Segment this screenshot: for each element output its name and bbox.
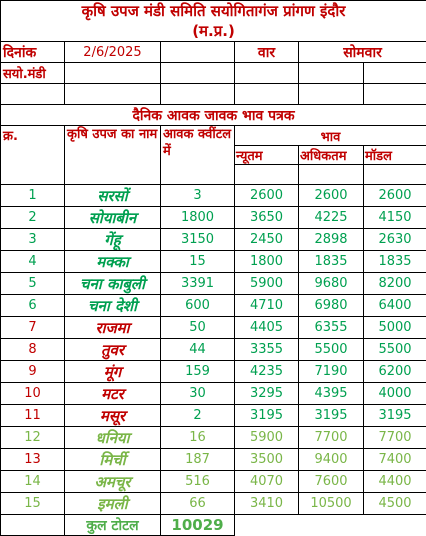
row-serial: 6: [1, 295, 65, 317]
row-serial: 12: [1, 427, 65, 449]
row-produce-name: इमली: [65, 493, 161, 515]
row-arrival: 44: [161, 339, 235, 361]
row-min-price: 1800: [235, 251, 299, 273]
table-row: [1, 471, 426, 493]
row-min-price: 4070: [235, 471, 299, 493]
row-produce-name: मिर्ची: [65, 449, 161, 471]
row-max-price: 4395: [299, 383, 364, 405]
total-value: 10029: [161, 515, 235, 536]
row-min-price: 3650: [235, 207, 299, 229]
row-arrival: 66: [161, 493, 235, 515]
table-row: [1, 229, 426, 251]
row-produce-name: राजमा: [65, 317, 161, 339]
table-row: [1, 383, 426, 405]
row-modal-price: 4000: [364, 383, 426, 405]
row-modal-price: 6400: [364, 295, 426, 317]
row-max-price: 10500: [299, 493, 364, 515]
table-row: [1, 405, 426, 427]
table-row: [1, 427, 426, 449]
date-label: दिनांक: [1, 42, 65, 63]
table-row: [1, 251, 426, 273]
table-row: [1, 493, 426, 515]
row-arrival: 16: [161, 427, 235, 449]
row-min-price: 4405: [235, 317, 299, 339]
table-row: [1, 317, 426, 339]
table-row: [1, 361, 426, 383]
row-arrival: 3: [161, 185, 235, 207]
row-arrival: 15: [161, 251, 235, 273]
day-value: सोमवार: [299, 42, 426, 63]
row-min-price: 5900: [235, 427, 299, 449]
row-modal-price: 6200: [364, 361, 426, 383]
row-max-price: 4225: [299, 207, 364, 229]
row-serial: 13: [1, 449, 65, 471]
table-row: [1, 273, 426, 295]
header-arrival: आवक क्वींटल में: [161, 126, 235, 185]
row-max-price: 7600: [299, 471, 364, 493]
date-value: 2/6/2025: [65, 42, 161, 63]
row-serial: 15: [1, 493, 65, 515]
row-min-price: 3355: [235, 339, 299, 361]
row-max-price: 3195: [299, 405, 364, 427]
header-modal: मॉडल: [364, 146, 426, 165]
row-arrival: 1800: [161, 207, 235, 229]
row-produce-name: चना काबुली: [65, 273, 161, 295]
table-row: [1, 449, 426, 471]
row-serial: 2: [1, 207, 65, 229]
table-row: [1, 295, 426, 317]
row-max-price: 6355: [299, 317, 364, 339]
row-serial: 5: [1, 273, 65, 295]
row-modal-price: 2630: [364, 229, 426, 251]
row-modal-price: 1835: [364, 251, 426, 273]
total-row: [1, 515, 426, 536]
total-label: कुल टोटल: [65, 515, 161, 536]
title-line-2: (म.प्र.): [3, 21, 424, 41]
row-modal-price: 5500: [364, 339, 426, 361]
row-produce-name: गेंहू: [65, 229, 161, 251]
row-arrival: 159: [161, 361, 235, 383]
row-produce-name: मसूर: [65, 405, 161, 427]
header-min: न्यूतम: [235, 146, 299, 165]
header-produce-name: कृषि उपज का नाम: [65, 126, 161, 185]
row-produce-name: धनिया: [65, 427, 161, 449]
row-max-price: 7700: [299, 427, 364, 449]
row-modal-price: 5000: [364, 317, 426, 339]
row-produce-name: सरसों: [65, 185, 161, 207]
row-max-price: 7190: [299, 361, 364, 383]
row-max-price: 2600: [299, 185, 364, 207]
row-serial: 11: [1, 405, 65, 427]
row-arrival: 30: [161, 383, 235, 405]
mandi-label: सयो.मंडी: [1, 63, 65, 84]
row-arrival: 50: [161, 317, 235, 339]
row-produce-name: सोयाबीन: [65, 207, 161, 229]
row-max-price: 6980: [299, 295, 364, 317]
row-modal-price: 8200: [364, 273, 426, 295]
row-serial: 10: [1, 383, 65, 405]
row-produce-name: तुवर: [65, 339, 161, 361]
row-min-price: 4710: [235, 295, 299, 317]
row-min-price: 3195: [235, 405, 299, 427]
row-modal-price: 7700: [364, 427, 426, 449]
row-min-price: 3295: [235, 383, 299, 405]
row-produce-name: चना देशी: [65, 295, 161, 317]
row-arrival: 3150: [161, 229, 235, 251]
row-produce-name: अमचूर: [65, 471, 161, 493]
row-serial: 8: [1, 339, 65, 361]
row-arrival: 516: [161, 471, 235, 493]
row-modal-price: 7400: [364, 449, 426, 471]
table-row: [1, 339, 426, 361]
row-max-price: 1835: [299, 251, 364, 273]
table-row: [1, 185, 426, 207]
table-row: [1, 207, 426, 229]
row-produce-name: मटर: [65, 383, 161, 405]
row-serial: 3: [1, 229, 65, 251]
row-produce-name: मक्का: [65, 251, 161, 273]
row-max-price: 5500: [299, 339, 364, 361]
row-modal-price: 4150: [364, 207, 426, 229]
row-min-price: 5900: [235, 273, 299, 295]
row-min-price: 2600: [235, 185, 299, 207]
row-arrival: 187: [161, 449, 235, 471]
header-serial: क्र.: [1, 126, 65, 185]
header-price: भाव: [235, 126, 426, 146]
row-min-price: 3410: [235, 493, 299, 515]
row-produce-name: मूंग: [65, 361, 161, 383]
row-arrival: 2: [161, 405, 235, 427]
row-max-price: 2898: [299, 229, 364, 251]
row-serial: 7: [1, 317, 65, 339]
day-label: वार: [235, 42, 299, 63]
row-arrival: 3391: [161, 273, 235, 295]
report-title: दैनिक आवक जावक भाव पत्रक: [1, 105, 426, 126]
row-min-price: 2450: [235, 229, 299, 251]
row-serial: 4: [1, 251, 65, 273]
row-serial: 14: [1, 471, 65, 493]
row-arrival: 600: [161, 295, 235, 317]
row-modal-price: 4400: [364, 471, 426, 493]
row-max-price: 9680: [299, 273, 364, 295]
row-min-price: 3500: [235, 449, 299, 471]
row-serial: 1: [1, 185, 65, 207]
row-min-price: 4235: [235, 361, 299, 383]
row-max-price: 9400: [299, 449, 364, 471]
row-modal-price: 2600: [364, 185, 426, 207]
header-max: अधिकतम: [299, 146, 364, 165]
title-line-1: कृषि उपज मंडी समिति सयोगितागंज प्रांगण इंदौर: [3, 1, 424, 21]
row-serial: 9: [1, 361, 65, 383]
row-modal-price: 4500: [364, 493, 426, 515]
row-modal-price: 3195: [364, 405, 426, 427]
